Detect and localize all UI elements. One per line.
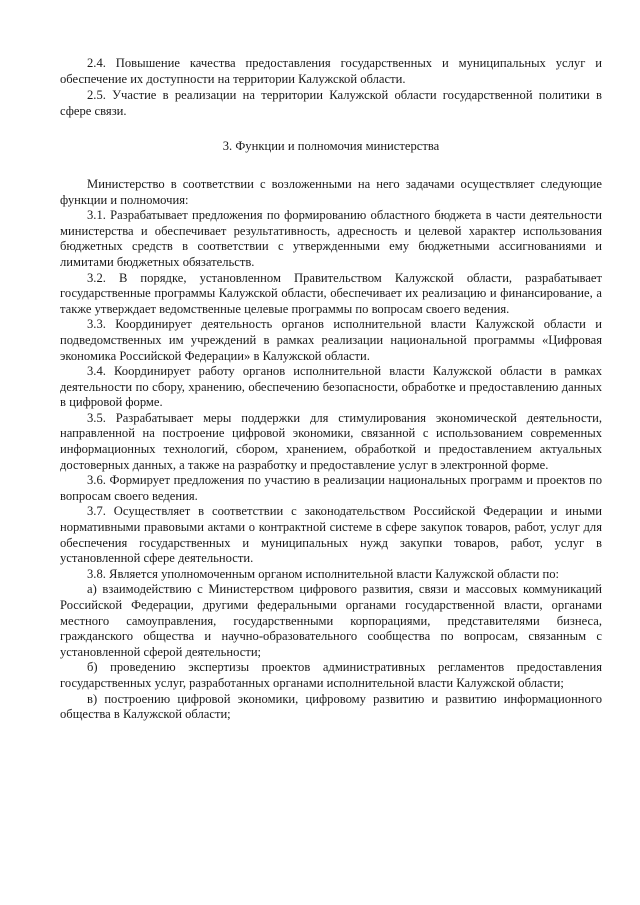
subitem-a: а) взаимодействию с Министерством цифрового развития, связи и массовых коммуникаций Российской Федерации, другими федеральными органами государственной власти, органами местного самоуправления, государственными корпорациями, представителями бизнеса, гражданского общества и научно-образовательного сообщества по вопросам, связанным с установленной сферой деятельности; — [60, 582, 602, 659]
paragraph-3-5: 3.5. Разрабатывает меры поддержки для стимулирования экономической деятельности, направленной на построение цифровой экономики, связанной с использованием современных информационных технологий, сбором, хранением, обработкой и предоставлением актуальных достоверных данных, а также на разработку и предоставление услуг в электронной форме. — [60, 410, 602, 472]
paragraph-2-5: 2.5. Участие в реализации на территории Калужской области государственной политики в сфере связи. — [60, 88, 602, 118]
paragraph-3-7: 3.7. Осуществляет в соответствии с законодательством Российской Федерации и иными нормативными правовыми актами о контрактной системе в сфере закупок товаров, работ, услуг для обеспечения государственных и муниципальных нужд закупки товаров, работ, услуг в установленной сфере деятельности. — [60, 504, 602, 566]
paragraph-2-4: 2.4. Повышение качества предоставления государственных и муниципальных услуг и обеспечение их доступности на территории Калужской области. — [60, 56, 602, 86]
paragraph-3-6: 3.6. Формирует предложения по участию в реализации национальных программ и проектов по вопросам своего ведения. — [60, 473, 602, 503]
subitem-b: б) проведению экспертизы проектов административных регламентов предоставления государственных услуг, разработанных органами исполнительной власти Калужской области; — [60, 660, 602, 690]
section-heading-3: 3. Функции и полномочия министерства — [222, 139, 440, 154]
subitem-v: в) построению цифровой экономики, цифровому развитию и развитию информационного общества в Калужской области; — [60, 691, 602, 722]
paragraph-3-8: 3.8. Является уполномоченным органом исполнительной власти Калужской области по: — [87, 566, 560, 581]
paragraph-3-1: 3.1. Разрабатывает предложения по формированию областного бюджета в части деятельности министерства и обеспечивает результативность, адресность и целевой характер использования бюджетных средств в соответствии с утвержденными ему бюджетными ассигнованиями и лимитами бюджетных обязательств. — [60, 208, 602, 269]
section-3-intro: Министерство в соответствии с возложенными на него задачами осуществляет следующие функции и полномочия: — [60, 176, 602, 207]
paragraph-3-4: 3.4. Координирует работу органов исполнительной власти Калужской области в рамках деятельности по сбору, хранению, обеспечению безопасности, обработке и предоставлению данных в цифровой форме. — [60, 364, 602, 410]
paragraph-3-2: 3.2. В порядке, установленном Правительством Калужской области, разрабатывает государственные программы Калужской области, обеспечивает их реализацию и финансирование, а также утверждает ведомственные целевые программы по вопросам своего ведения. — [60, 270, 602, 316]
paragraph-3-3: 3.3. Координирует деятельность органов исполнительной власти Калужской области и подведомственных им учреждений в рамках реализации национальной программы «Цифровая экономика Российской Федерации» в Калужской области. — [60, 317, 602, 363]
